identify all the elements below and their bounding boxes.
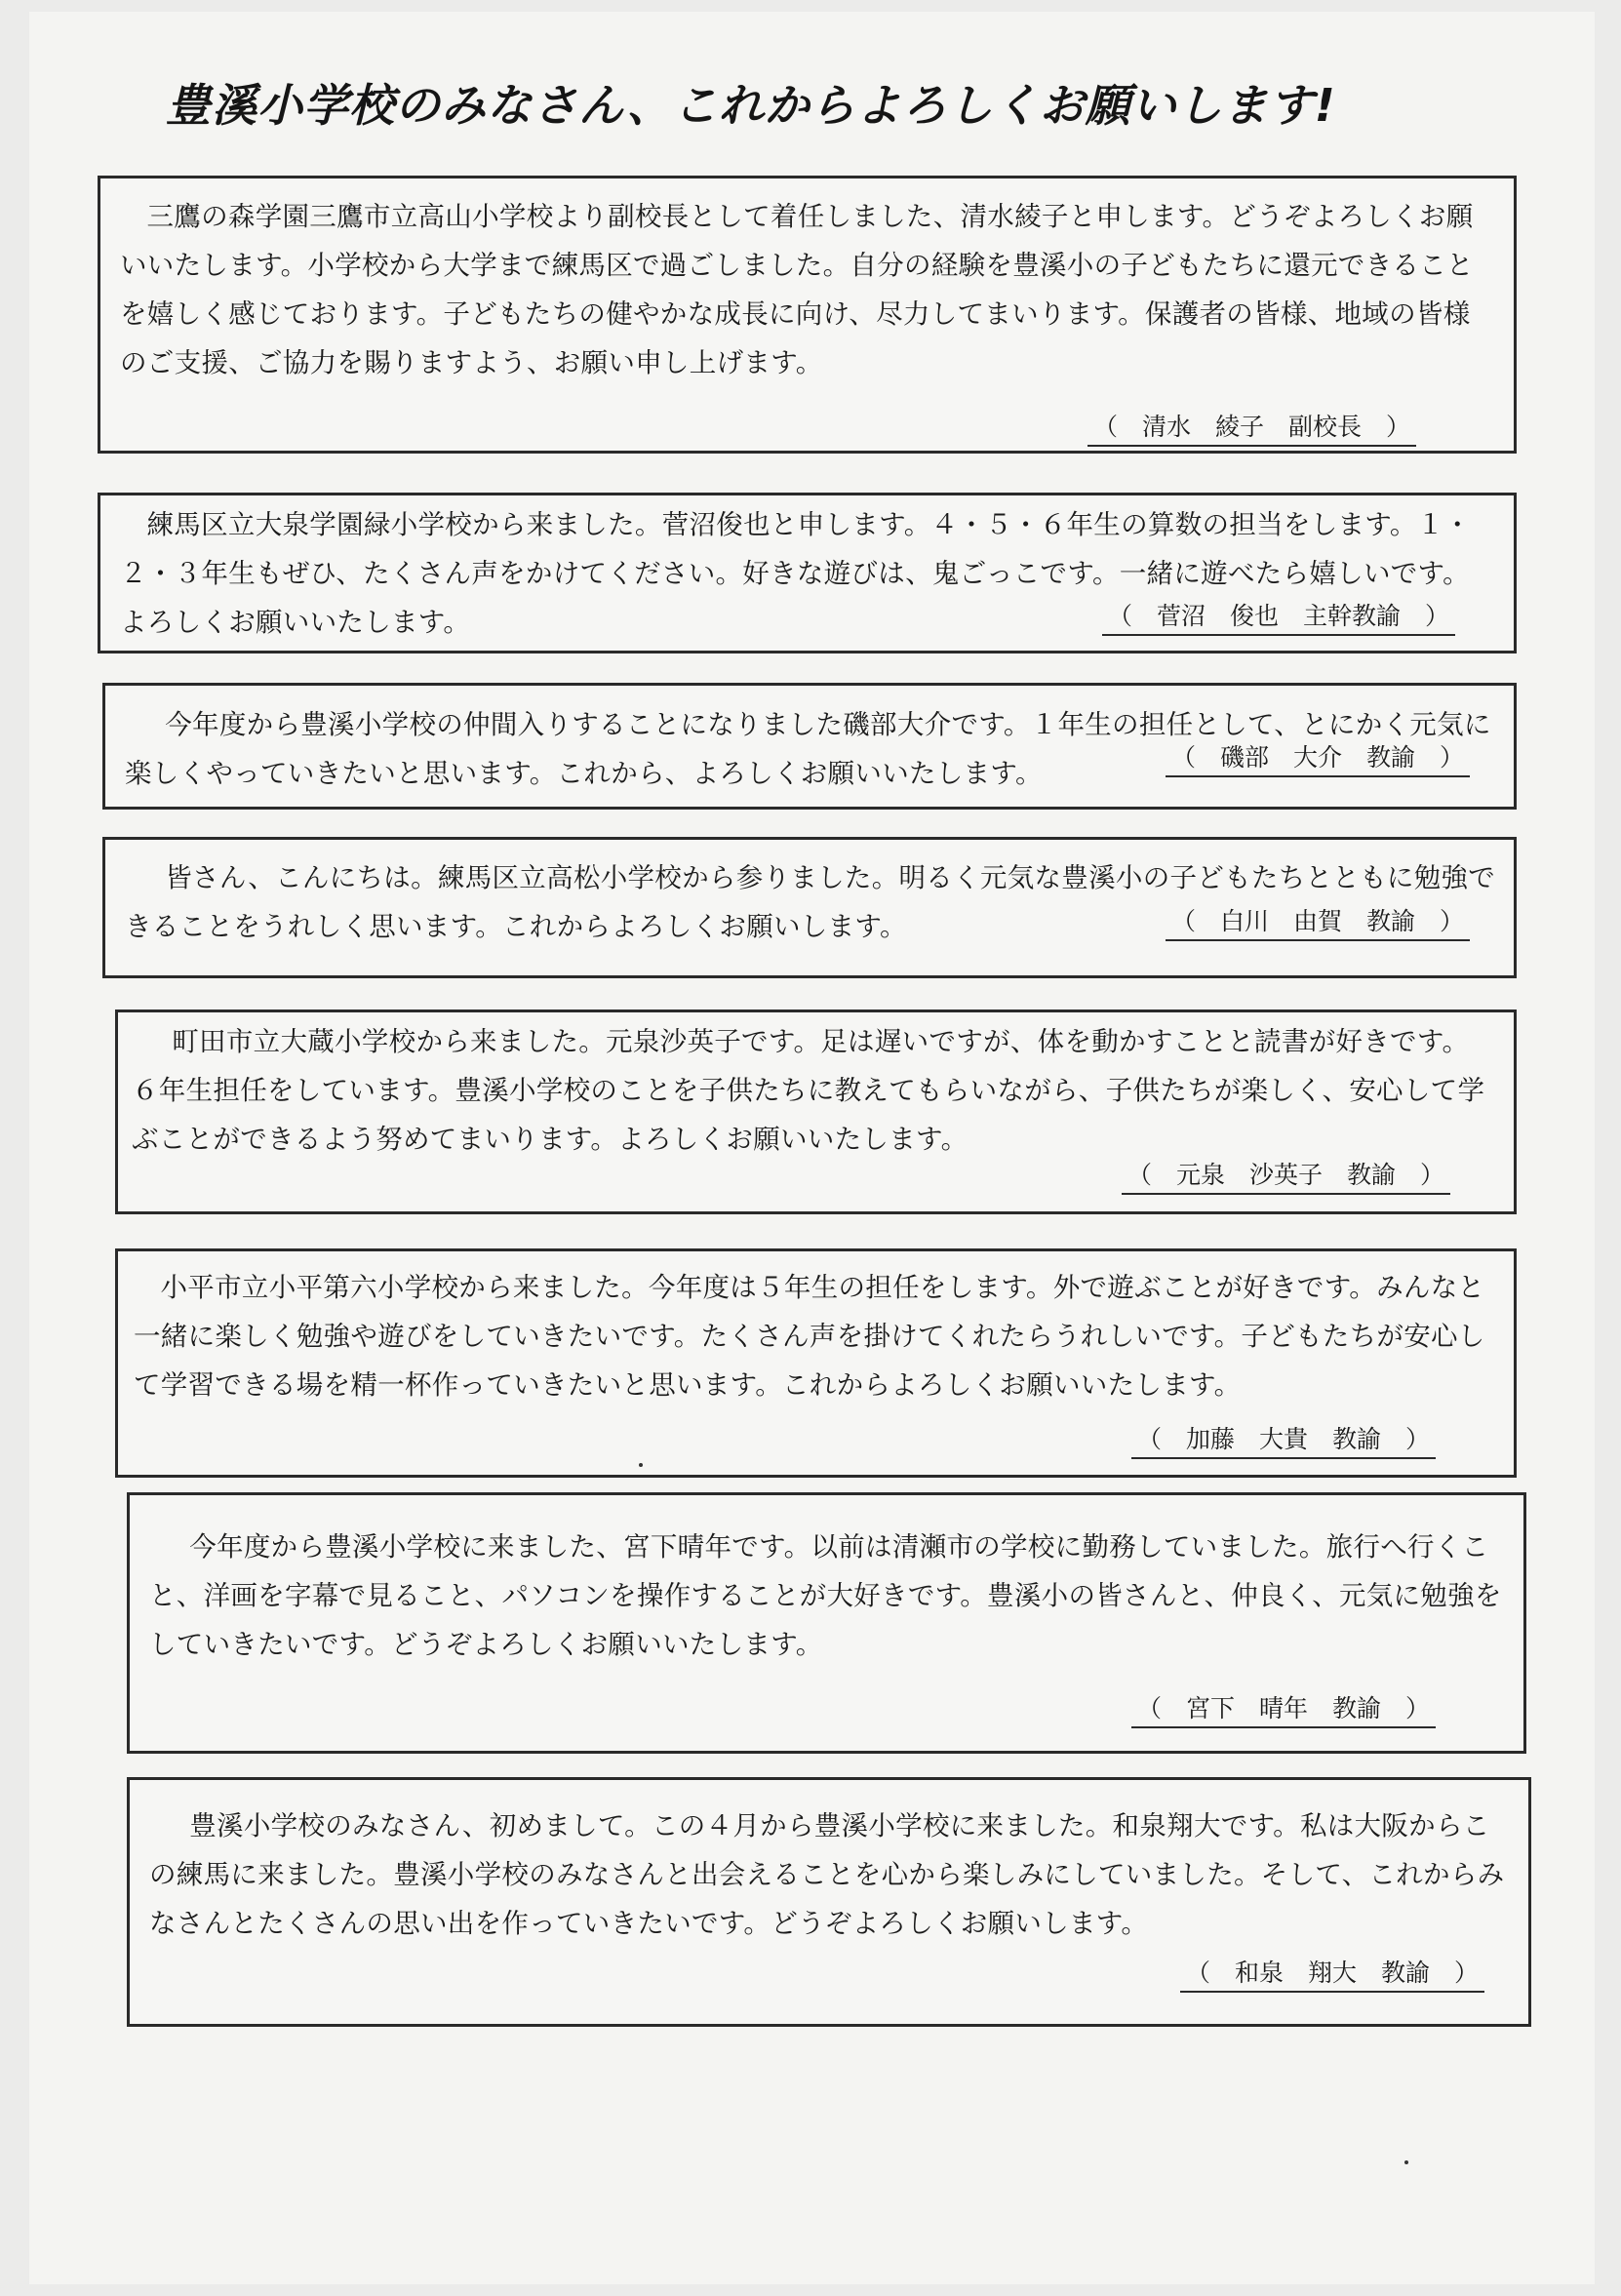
page-title: 豊溪小学校のみなさん、これからよろしくお願いします! [166, 79, 1336, 132]
speck [639, 1463, 643, 1467]
signature-isobe: （ 磯部 大介 教諭 ） [1166, 738, 1470, 777]
signature-motoizumi: （ 元泉 沙英子 教諭 ） [1122, 1156, 1450, 1195]
message-text: 皆さん、こんにちは。練馬区立高松小学校から参りました。明るく元気な豊溪小の子どもたちとともに勉強できることをうれしく思います。これからよろしくお願いします。 [125, 862, 1496, 942]
signature-shimizu: （ 清水 綾子 副校長 ） [1087, 408, 1416, 447]
signature-izumi: （ 和泉 翔大 教諭 ） [1180, 1954, 1484, 1993]
message-text: 今年度から豊溪小学校に来ました、宮下晴年です。以前は清瀬市の学校に勤務していました。旅行へ行くこと、洋画を字幕で見ること、パソコンを操作することが大好きです。豊溪小の皆さんと、仲良く、元気に勉強をしていきたいです。どうぞよろしくお願いいたします。 [149, 1531, 1502, 1660]
message-text: 練馬区立大泉学園緑小学校から来ました。菅沼俊也と申します。４・５・６年生の算数の担当をします。１・２・３年生もぜひ、たくさん声をかけてください。好きな遊びは、鬼ごっこです。一緒に遊べたら嬉しいです。よろしくお願いいたします。 [120, 509, 1472, 638]
signature-kato: （ 加藤 大貴 教諭 ） [1131, 1420, 1436, 1459]
message-text: 今年度から豊溪小学校の仲間入りすることになりました磯部大介です。１年生の担任として、とにかく元気に楽しくやっていきたいと思います。これから、よろしくお願いいたします。 [125, 709, 1491, 789]
message-text: 豊溪小学校のみなさん、初めまして。この４月から豊溪小学校に来ました。和泉翔大です。私は大阪からこの練馬に来ました。豊溪小学校のみなさんと出会えることを心から楽しみにしていました。そして、これからみなさんとたくさんの思い出を作っていきたいです。どうぞよろしくお願いします。 [149, 1810, 1505, 1939]
speck [1404, 2160, 1408, 2164]
signature-suganuma: （ 菅沼 俊也 主幹教諭 ） [1102, 597, 1455, 636]
signature-miyashita: （ 宮下 晴年 教諭 ） [1131, 1689, 1436, 1728]
message-text: 三鷹の森学園三鷹市立高山小学校より副校長として着任しました、清水綾子と申します。どうぞよろしくお願いいたします。小学校から大学まで練馬区で過ごしました。自分の経験を豊溪小の子どもたちに還元できることを嬉しく感じております。子どもたちの健やかな成長に向け、尽力してまいります。保護者の皆様、地域の皆様のご支援、ご協力を賜りますよう、お願い申し上げます。 [120, 201, 1474, 378]
message-text: 小平市立小平第六小学校から来ました。今年度は５年生の担任をします。外で遊ぶことが好きです。みんなと一緒に楽しく勉強や遊びをしていきたいです。たくさん声を掛けてくれたらうれしいです。子どもたちが安心して学習できる場を精一杯作っていきたいと思います。これからよろしくお願いいたします。 [134, 1272, 1485, 1401]
signature-shirakawa: （ 白川 由賀 教諭 ） [1166, 902, 1470, 941]
message-text: 町田市立大蔵小学校から来ました。元泉沙英子です。足は遅いですが、体を動かすことと読書が好きです。６年生担任をしています。豊溪小学校のことを子供たちに教えてもらいながら、子供たちが楽しく、安心して学ぶことができるよう努めてまいります。よろしくお願いいたします。 [132, 1026, 1485, 1155]
